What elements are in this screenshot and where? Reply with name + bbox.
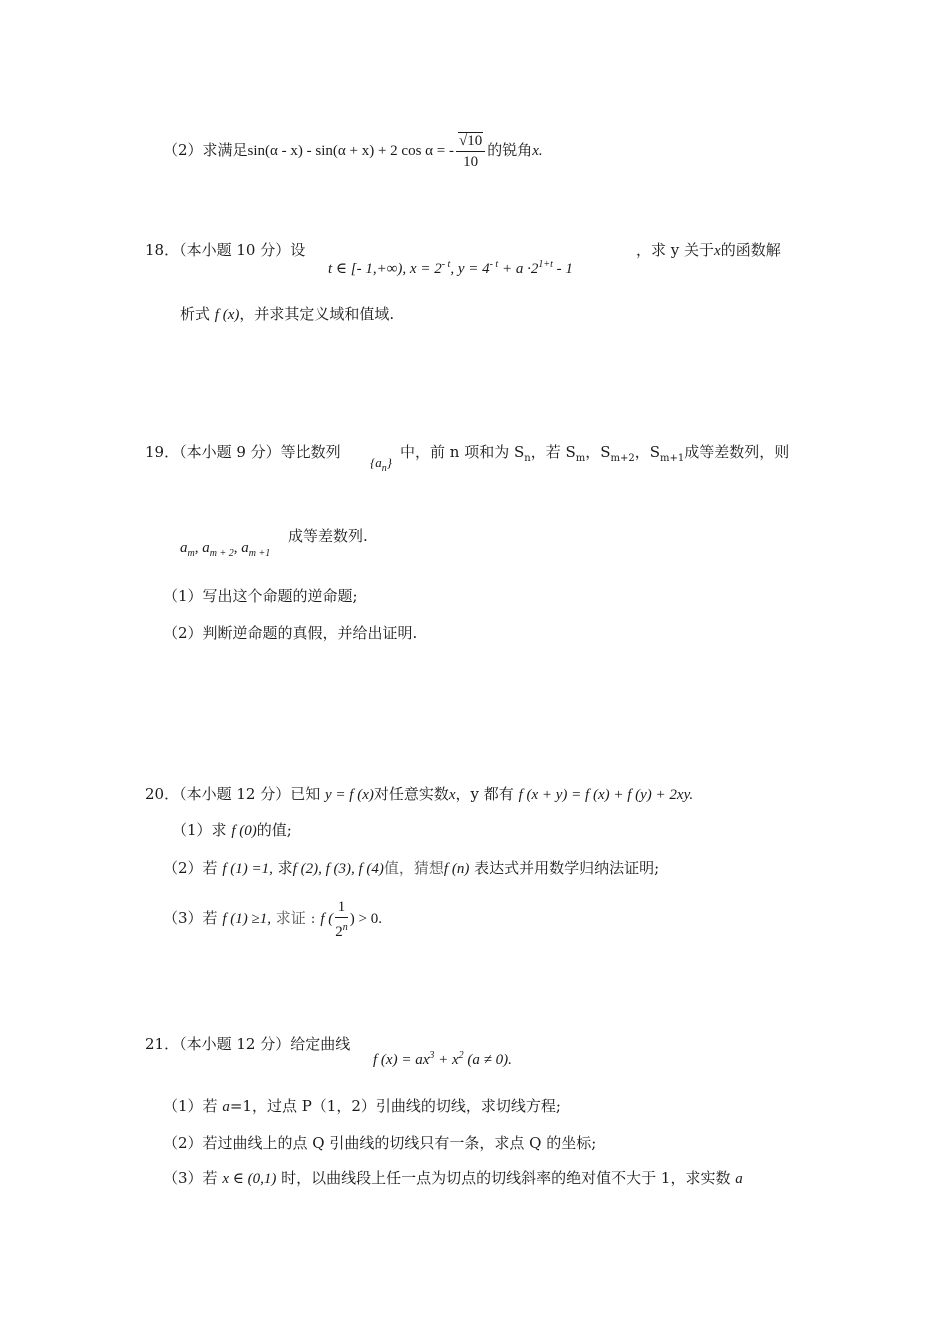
q21-part1-rest: =1，过点 P（1，2）引曲线的切线，求切线方程; <box>229 1097 561 1115</box>
q18-formula-part1: t ∈ [- 1,+∞), x = 2 <box>328 261 442 277</box>
q21-header: （本小题 12 分）给定曲线 <box>179 1035 351 1053</box>
q20-part1 <box>172 818 292 842</box>
q19-line2-rest: 成等差数列. <box>288 527 368 545</box>
q21-part1-var: a <box>222 1099 230 1115</box>
q18-tail-var: x <box>714 243 721 259</box>
q21-part3-formula: x ∈ (0,1) <box>222 1171 277 1187</box>
q20-part2-prefix: （2）若 <box>163 859 218 877</box>
q18-formula-sup1: - t <box>441 259 451 270</box>
q21-part3-prefix: （3）若 <box>163 1169 218 1187</box>
q19-text5: 成等差数列，则 <box>684 443 790 461</box>
q20-part2-formula: f (1) =1, <box>222 861 273 877</box>
q19-part1: （1）写出这个命题的逆命题; <box>163 587 358 605</box>
q18-formula-sup2: - t <box>489 259 499 270</box>
q20-formula1: y = f (x) <box>325 787 374 803</box>
q19-header: （本小题 9 分）等比数列 <box>179 443 341 461</box>
q19-line1-rest <box>400 440 789 464</box>
q20-header: （本小题 12 分）已知 <box>179 785 321 803</box>
q20-formula2: f (x + y) = f (x) + f (y) + 2xy. <box>518 787 694 803</box>
q18-line2-rest: ，并求其定义域和值域. <box>239 305 395 323</box>
q18-header: （本小题 10 分）设 <box>179 241 306 259</box>
q19-seq-end: } <box>386 455 392 470</box>
q21-formula-part3: (a ≠ 0). <box>463 1052 512 1068</box>
q18-formula <box>328 253 573 277</box>
q17-formula: sin(α - x) - sin(α + x) + 2 cos α = - <box>247 143 454 159</box>
q19-a2: , a <box>194 540 210 556</box>
q19-a3-sub: m +1 <box>248 548 271 559</box>
q18-line2 <box>180 302 394 326</box>
q18-formula-part3: + a ·2 <box>498 261 539 277</box>
q19-sn-sub: n <box>524 453 531 464</box>
q20-line1 <box>145 782 693 806</box>
q20-part2-suffix: 表达式并用数学归纳法证明; <box>474 859 660 877</box>
q19-line1 <box>145 440 341 464</box>
q19-a1-sub: m <box>187 548 195 559</box>
q19-sm1-sub: m+1 <box>660 453 685 464</box>
q19-part2: （2）判断逆命题的真假，并给出证明. <box>163 624 418 642</box>
q18-number: 18． <box>145 241 180 259</box>
q20-text1: 对任意实数 <box>373 785 449 803</box>
q20-part2 <box>163 856 659 880</box>
q17-part2-suffix: 的锐角 <box>487 141 533 159</box>
q18-formula-part4: - 1 <box>552 261 573 277</box>
q20-part1-suffix: 的值; <box>256 821 292 839</box>
q21-part1-prefix: （1）若 <box>163 1097 218 1115</box>
q20-part3-formula: f (1) ≥1, <box>222 911 271 927</box>
q20-part2-text2: 值，猜想 <box>383 859 444 877</box>
q20-part3-prefix: （3）若 <box>163 909 218 927</box>
q17-part2-prefix: （2）求满足 <box>163 141 248 159</box>
q21-part2: （2）若过曲线上的点 Q 引曲线的切线只有一条，求点 Q 的坐标; <box>163 1134 597 1152</box>
q17-frac-num: √10 <box>458 132 483 149</box>
q20-var-x: x <box>448 787 456 803</box>
q20-part2-formula2: f (2), f (3), f (4) <box>292 861 384 877</box>
q19-seq-a: {a <box>370 455 382 470</box>
q19-a3: , a <box>233 540 249 556</box>
q19-text3: ，S <box>585 443 611 461</box>
q20-part3-end: ) > 0. <box>349 911 382 927</box>
q17-fraction <box>456 131 485 172</box>
q19-text1: 中，前 n 项和为 S <box>400 443 525 461</box>
q21-part1 <box>163 1094 561 1118</box>
q21-part3-rest: 时，以曲线段上任一点为切点的切线斜率的绝对值不大于 1，求实数 <box>281 1169 731 1187</box>
q20-part1-prefix: （1）求 <box>172 821 227 839</box>
q19-text2: ，若 S <box>530 443 576 461</box>
q18-line2-prefix: 析式 <box>180 305 211 323</box>
q21-line1 <box>145 1032 350 1056</box>
q18-formula-sup3: 1+t <box>538 259 553 270</box>
q20-part3-den: 2 <box>335 923 343 940</box>
q17-part2 <box>163 126 543 174</box>
q20-number: 20． <box>145 785 180 803</box>
q20-part2-formula3: f (n) <box>443 861 470 877</box>
q21-part3-var: a <box>735 1171 743 1187</box>
q21-formula-part1: f (x) = ax <box>373 1052 430 1068</box>
q20-part3-text: 求证 : <box>275 909 316 927</box>
q19-sm-sub: m <box>575 453 586 464</box>
q21-formula-sup1: 3 <box>429 1050 435 1061</box>
q19-a1: a <box>180 540 188 556</box>
q18-line2-func: f (x) <box>214 307 240 323</box>
q20-part3-num: 1 <box>335 897 348 918</box>
q21-part3 <box>163 1166 743 1190</box>
q20-part2-text: 求 <box>277 859 293 877</box>
q19-text4: ，S <box>634 443 661 461</box>
q20-part3-f: f ( <box>320 911 334 927</box>
q20-part3-fraction <box>335 897 348 942</box>
q20-part3-den-sup: n <box>342 921 348 933</box>
q17-var-x: x. <box>532 143 543 159</box>
q20-text2: ，y 都有 <box>455 785 514 803</box>
q18-formula-part2: , y = 4 <box>450 261 490 277</box>
q18-tail-text: ，求 y 关于 <box>636 241 715 259</box>
q20-part1-formula: f (0) <box>231 823 257 839</box>
q21-formula-part2: + x <box>434 1052 459 1068</box>
q19-line2-seq <box>180 536 270 560</box>
q21-formula <box>373 1044 512 1068</box>
q19-seq-sub: n <box>381 463 387 474</box>
q18-tail <box>636 238 781 262</box>
q17-frac-den: 10 <box>463 153 479 170</box>
q18-tail-end: 的函数解 <box>720 241 781 259</box>
q19-sm2-sub: m+2 <box>610 453 635 464</box>
q19-number: 19． <box>145 443 180 461</box>
q20-part3 <box>163 894 382 942</box>
q18-line1 <box>145 238 305 262</box>
q21-number: 21． <box>145 1035 180 1053</box>
q19-seq <box>370 452 392 474</box>
q21-formula-sup2: 2 <box>458 1050 464 1061</box>
q19-a2-sub: m + 2 <box>209 548 234 559</box>
